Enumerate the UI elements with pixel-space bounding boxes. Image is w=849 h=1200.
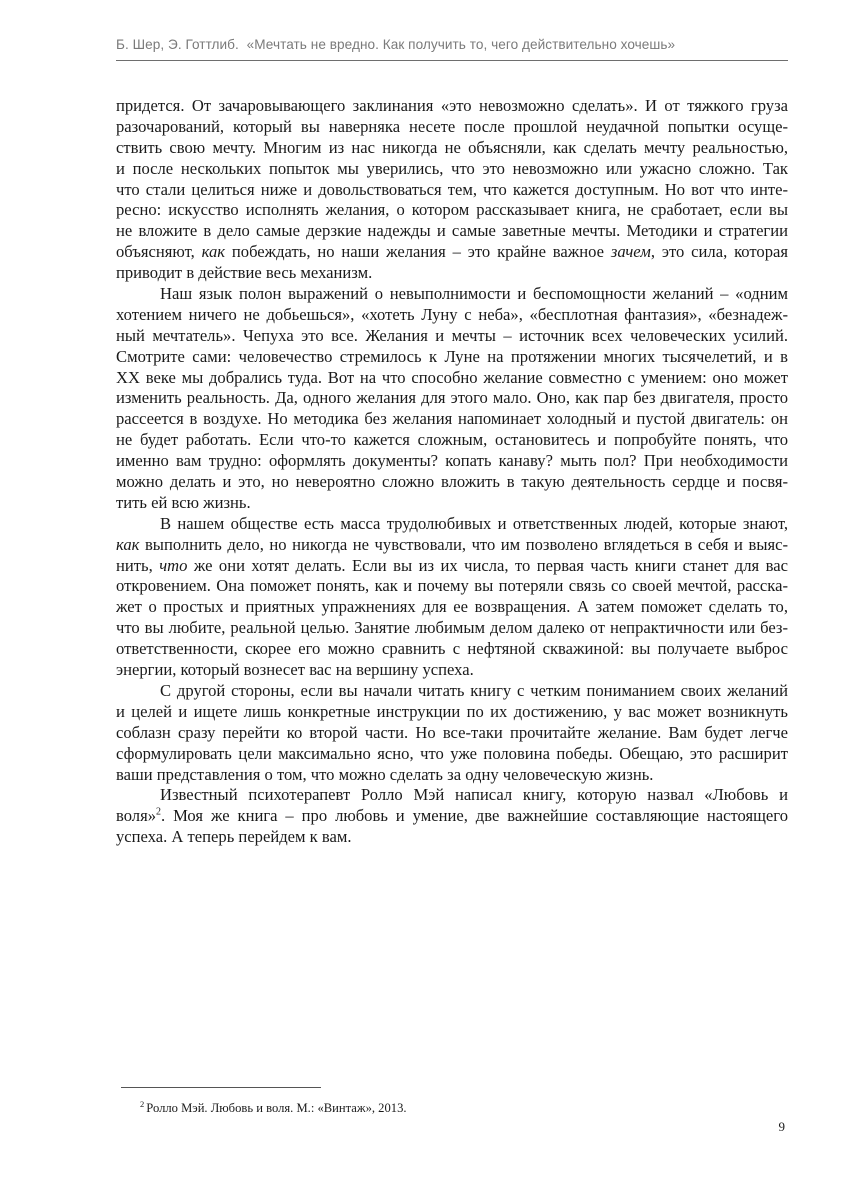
text-line (116, 765, 788, 786)
paragraph (116, 284, 788, 514)
text-line (116, 159, 788, 180)
text-segment: выполнить дело, но никогда не чувствовали, что им позволено вглядеться в себя и выяс- (139, 534, 788, 554)
text-segment: что стали целиться ниже и довольствоваться тем, что кажется доступным. Но вот что инте- (116, 179, 788, 199)
text-line (116, 347, 788, 368)
footnote-reference: 2 (156, 806, 162, 818)
text-segment: можно делать и это, но невероятно сложно вложить в такую деятельность сердце и посвя- (116, 472, 788, 492)
footnote-rule (121, 1087, 321, 1088)
text-line (116, 597, 788, 618)
paragraph (116, 514, 788, 681)
text-line (116, 263, 788, 284)
text-line (116, 430, 788, 451)
text-segment: ответственности, скорее его можно сравнить с нефтяной скважиной: вы получаете выброс (116, 639, 788, 659)
text-segment: не вложите в дело самые дерзкие надежды и самые заветные мечты. Методики и стратегии (116, 221, 788, 241)
text-line (116, 221, 788, 242)
text-segment: приводит в действие весь механизм. (116, 263, 373, 283)
text-segment: разочарований, который вы наверняка несете после прошлой неудачной попытки осуще- (116, 116, 788, 136)
text-segment: сформулировать цели максимально ясно, что уже половина победы. Обещаю, это расширит (116, 743, 788, 763)
text-line (116, 284, 788, 305)
text-line (116, 639, 788, 660)
text-segment: . Моя же книга – про любовь и умение, две важнейшие составляющие настоящего (161, 806, 788, 826)
text-segment: Смотрите сами: человечество стремилось к Луне на протяжении многих тысячелетий, и в (116, 346, 788, 366)
text-segment: жет о простых и приятных упражнениях для ее возвращения. А затем поможет сделать то, (116, 597, 788, 617)
text-line (116, 681, 788, 702)
running-head (116, 37, 788, 52)
text-line (116, 200, 788, 221)
text-segment: Наш язык полон выражений о невыполнимости и беспомощности желаний – «одним (160, 284, 788, 304)
text-segment: соблазн сразу перейти ко второй части. Но все-таки прочитайте желание. Вам будет легче (116, 722, 788, 742)
footnote (140, 1098, 407, 1116)
text-line (116, 827, 788, 848)
text-segment: С другой стороны, если вы начали читать книгу с четким пониманием своих желаний (160, 680, 788, 700)
text-line (116, 388, 788, 409)
text-segment: , это сила, которая (650, 242, 788, 262)
text-line (116, 305, 788, 326)
text-segment: же они хотят делать. Если вы из их числа, то первая часть книги станет для вас (187, 555, 788, 575)
text-line (116, 535, 788, 556)
italic-text: что (159, 555, 188, 575)
text-segment: и целей и ищете лишь конкретные инструкции по их достижению, у вас может возникнуть (116, 701, 788, 721)
text-segment: тить ей всю жизнь. (116, 492, 251, 512)
text-line (116, 806, 788, 827)
text-segment: хотением ничего не добьешься», «хотеть Луну с неба», «бесплотная фантазия», «безнадеж- (116, 304, 788, 324)
text-segment: придется. От зачаровывающего заклинания «это невозможно сделать». И от тяжкого груза (116, 96, 788, 115)
text-segment: ресно: искусство исполнять желания, о котором рассказывает книга, не сработает, если вы (116, 200, 788, 220)
footnote-text: Ролло Мэй. Любовь и воля. М.: «Винтаж», 2013. (146, 1101, 407, 1115)
text-segment: что вы любите, реальной целью. Занятие любимым делом далеко от непрактичности или без- (116, 618, 788, 638)
paragraph (116, 681, 788, 785)
italic-text: как (116, 534, 140, 554)
text-segment: откровением. Она поможет понять, как и почему вы потеряли связь со своей мечтой, расска- (116, 576, 788, 596)
text-segment: не будет работать. Если что-то кажется сложным, остановитесь и попробуйте понять, что (116, 430, 788, 450)
page-number: 9 (778, 1119, 785, 1134)
text-line (116, 702, 788, 723)
text-line (116, 556, 788, 577)
text-line (116, 96, 788, 117)
text-line (116, 514, 788, 535)
text-line (116, 326, 788, 347)
text-segment: успеха. А теперь перейдем к вам. (116, 827, 352, 847)
text-segment: и после нескольких попыток мы уверились, что это невозможно или ужасно сложно. Так (116, 158, 788, 178)
running-head-book-title: «Мечтать не вредно. Как получить то, чего действительно хочешь» (246, 37, 676, 52)
text-line (116, 576, 788, 597)
text-segment: ваши представления о том, что можно сделать за одну человеческую жизнь. (116, 764, 654, 784)
text-line (116, 242, 788, 263)
text-line (116, 744, 788, 765)
text-line (116, 180, 788, 201)
text-segment: изменить реальность. Да, одного желания для этого мало. Оно, как пар без двигателя, просто (116, 388, 788, 408)
text-line (116, 660, 788, 681)
text-line (116, 451, 788, 472)
text-line (116, 117, 788, 138)
text-segment: Известный психотерапевт Ролло Мэй написал книгу, которую назвал «Любовь и (160, 785, 788, 805)
text-line (116, 618, 788, 639)
header-rule (116, 60, 788, 61)
text-line (116, 785, 788, 806)
text-segment: энергии, который вознесет вас на вершину успеха. (116, 660, 474, 680)
text-segment: объясняют, (116, 242, 202, 262)
text-segment: рассеется в воздухе. Но методика без желания напоминает холодный и пустой двигатель: он (116, 409, 788, 429)
paragraph (116, 96, 788, 284)
text-segment: XX веке мы добрались туда. Вот на что способно желание совместно с умением: оно может (116, 367, 788, 387)
text-segment: нить, (116, 555, 160, 575)
text-segment: воля» (116, 806, 157, 826)
footnote-marker: 2 (140, 1098, 145, 1109)
text-segment: ствить свою мечту. Многим из нас никогда не объясняли, как сделать мечту реальностью, (116, 137, 788, 157)
running-head-authors: Б. Шер, Э. Готтлиб. (116, 37, 239, 52)
text-line (116, 723, 788, 744)
paragraph (116, 785, 788, 848)
text-line (116, 493, 788, 514)
italic-text: как (201, 242, 226, 262)
text-line (116, 409, 788, 430)
text-line (116, 368, 788, 389)
text-line (116, 138, 788, 159)
text-segment: ный мечтатель». Чепуха это все. Желания и мечты – источник всех человеческих усилий. (116, 325, 788, 345)
text-line (116, 472, 788, 493)
body-text (116, 96, 788, 848)
text-segment: побеждать, но наши желания – это крайне важное (225, 242, 611, 262)
text-segment: именно вам трудно: оформлять документы? копать канаву? мыть пол? При необходимости (116, 451, 788, 471)
italic-text: зачем (610, 242, 651, 262)
text-segment: В нашем обществе есть масса трудолюбивых и ответственных людей, которые знают, (160, 513, 788, 533)
